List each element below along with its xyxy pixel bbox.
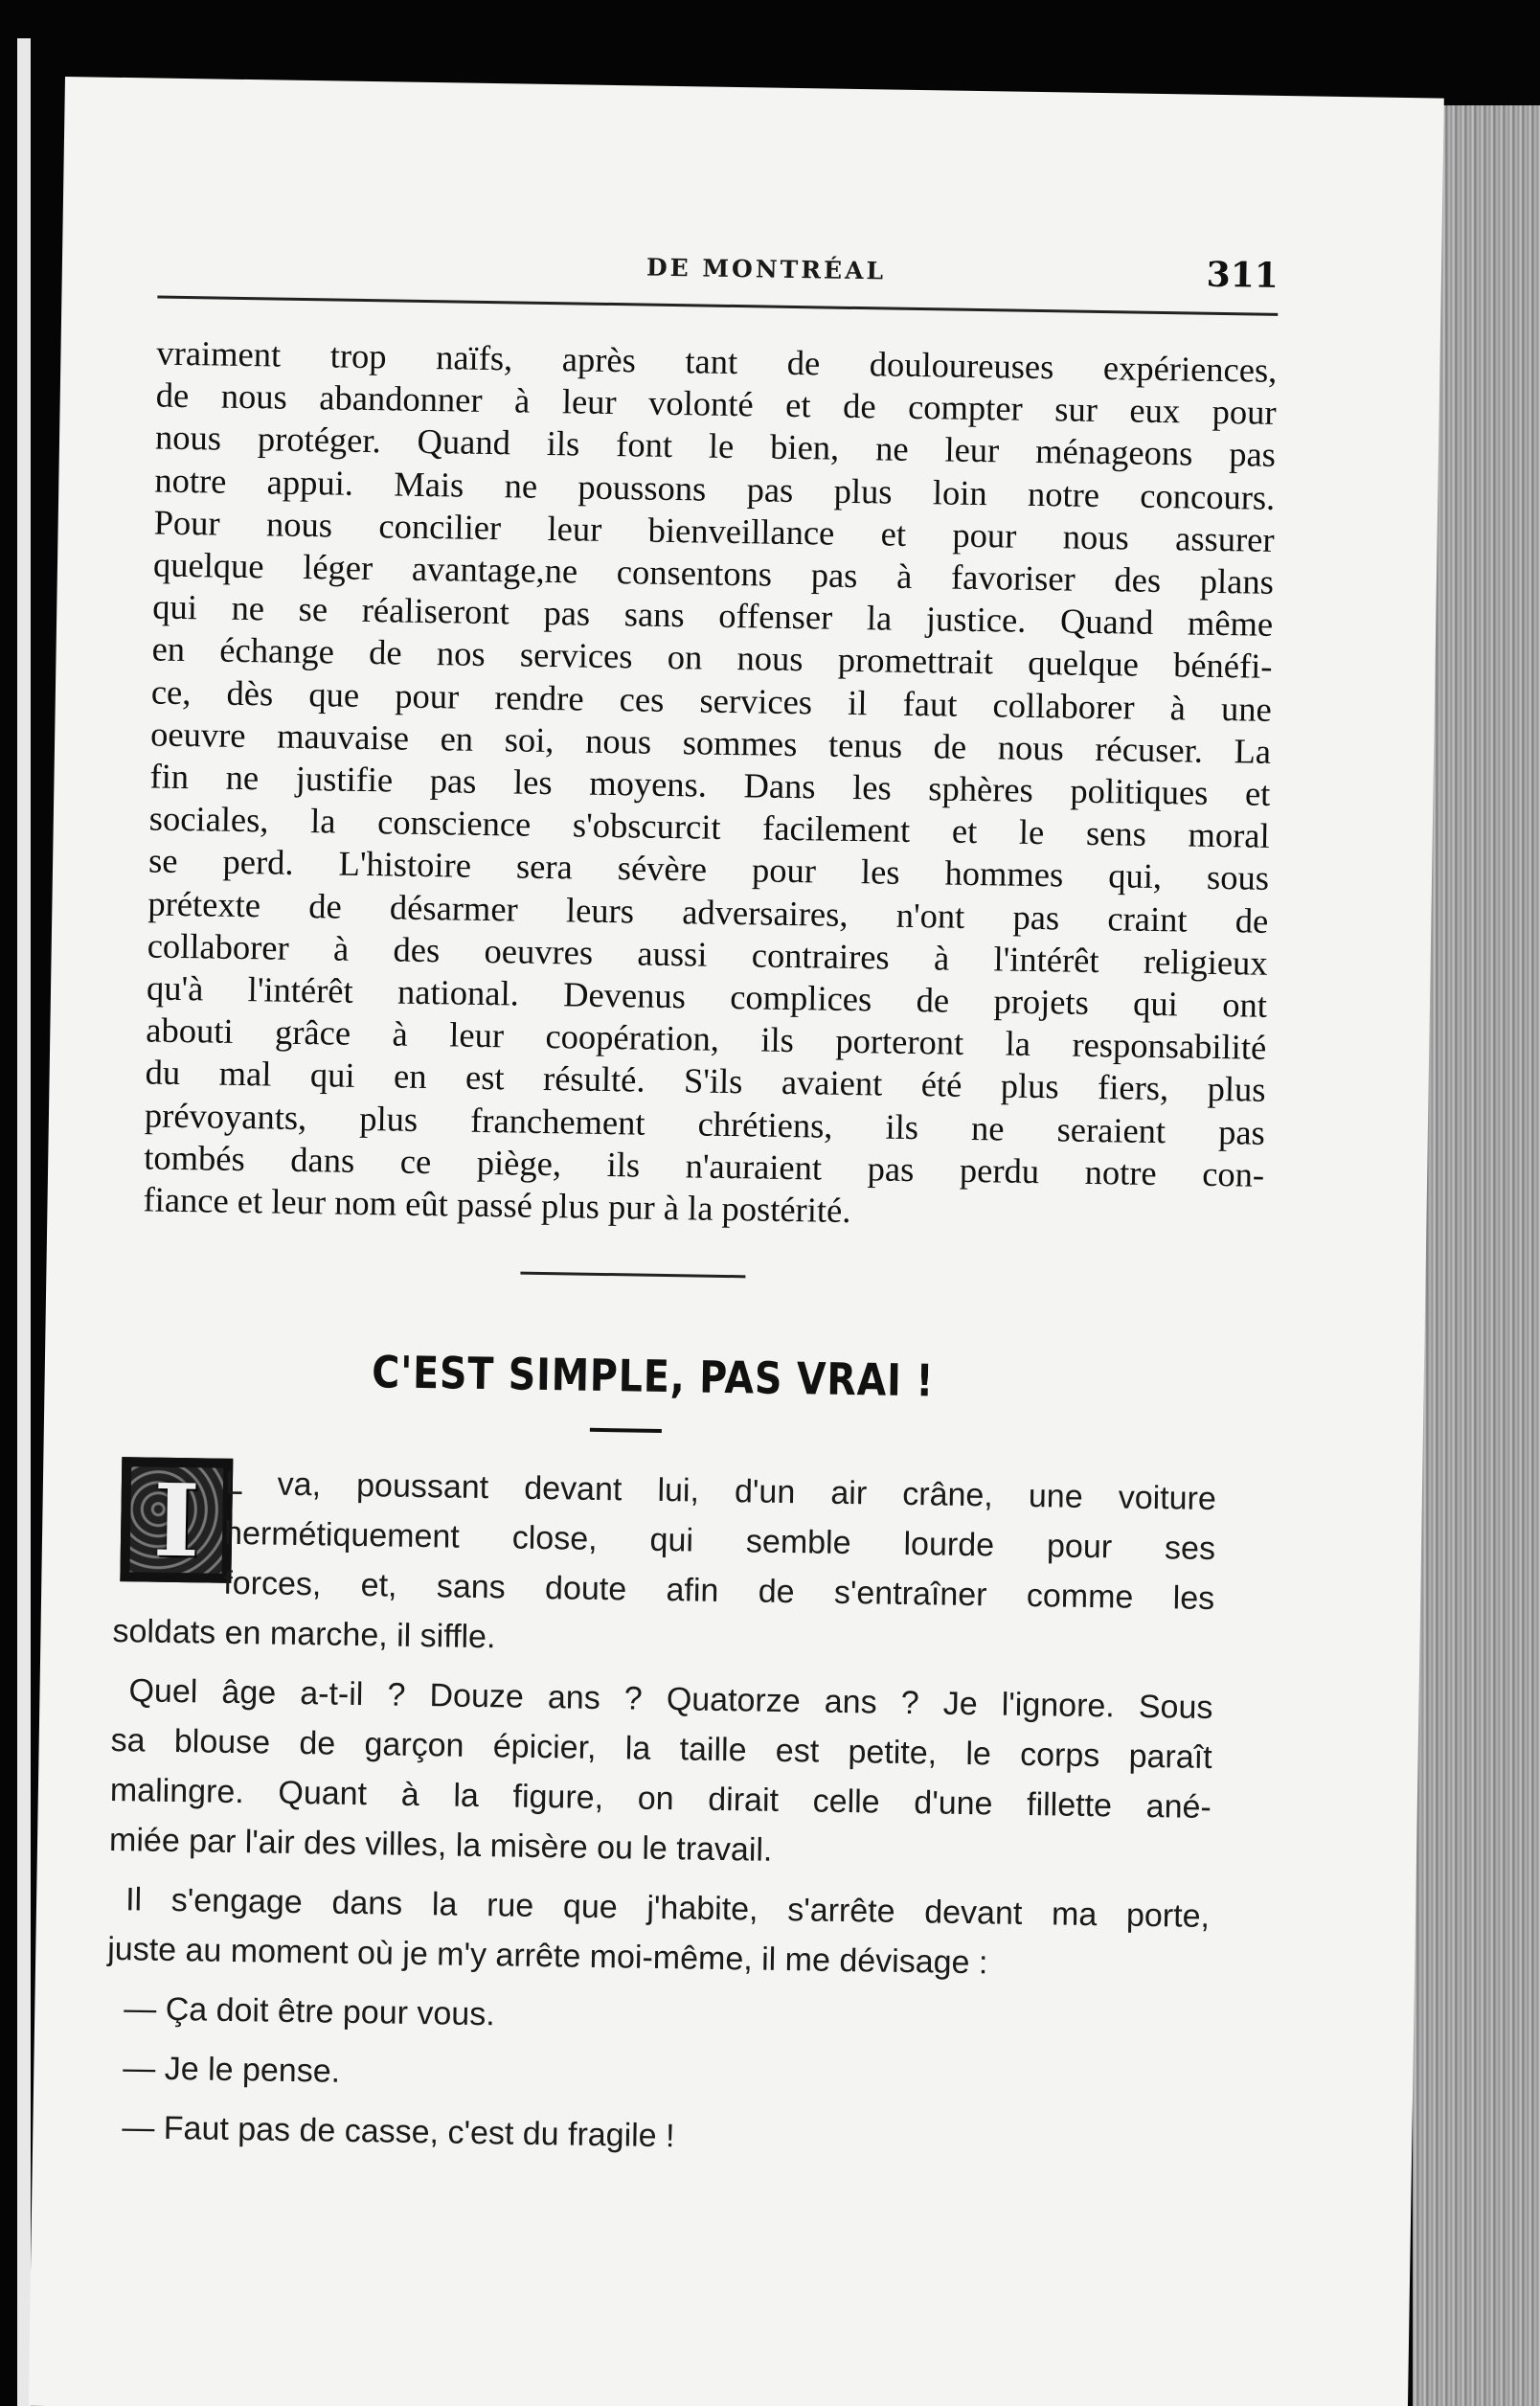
text-line: prétexte de désarmer leurs adversaires, n'ont pas craint de: [147, 883, 1269, 941]
adjacent-page-edge: [17, 38, 31, 2406]
text-line: prévoyants, plus franchement chrétiens, ils ne seraient pas: [144, 1095, 1266, 1152]
text-line: fiance et leur nom eût passé plus pur à la postérité.: [143, 1179, 851, 1231]
page-header: [157, 246, 1279, 321]
text-line: qui ne se réaliseront pas sans offenser la justice. Quand même: [151, 586, 1274, 645]
book-page: [29, 77, 1444, 2406]
text-line: vraiment trop naïfs, après tant de douloureuses expériences,: [156, 332, 1278, 390]
text-line: du mal qui en est résulté. S'ils avaient été plus fiers, plus: [145, 1052, 1266, 1110]
text-line: tombés dans ce piège, ils n'auraient pas perdu notre con-: [143, 1137, 1265, 1194]
article-title: C'EST SIMPLE, PAS VRAI !: [371, 1346, 935, 1407]
text-line: collaborer à des oeuvres aussi contraires à l'intérêt religieux: [147, 925, 1268, 983]
text-line: sociales, la conscience s'obscurcit facilement et le sens moral: [148, 798, 1271, 856]
section-separator: [520, 1272, 745, 1279]
text-line: se perd. L'histoire sera sévère pour les hommes qui, sous: [147, 840, 1270, 898]
text-line: nous protéger. Quand ils font le bien, ne leur ménageons pas: [154, 417, 1277, 475]
text-line: notre appui. Mais ne poussons pas plus loin notre concours.: [154, 460, 1276, 517]
text-line: quelque léger avantage,ne consentons pas à favoriser des plans: [152, 544, 1275, 602]
paragraph-1: [112, 1457, 1216, 1673]
text-line: ce, dès que pour rendre ces services il faut collaborer à une: [150, 671, 1273, 729]
paragraph-line: Quel âge a-t-il ? Douze ans ? Quatorze ans ? Je l'ignore. Sous: [128, 1672, 1213, 1727]
paragraph-line: hermétiquement close, qui semble lourde pour ses: [223, 1514, 1216, 1568]
paragraph-line: miée par l'air des villes, la misère ou le travail.: [108, 1821, 773, 1869]
paragraph-2: [109, 1666, 1213, 1882]
paragraph-line: Il s'engage dans la rue que j'habite, s'arrête devant ma porte,: [125, 1881, 1211, 1936]
paragraph-line: forces, et, sans doute afin de s'entraîner comme les: [223, 1564, 1215, 1618]
dialogue-line: — Ça doit être pour vous.: [124, 1990, 495, 2033]
title-rule: [590, 1428, 662, 1433]
dialogue-line: — Faut pas de casse, c'est du fragile !: [122, 2109, 675, 2155]
text-line: oeuvre mauvaise en soi, nous sommes tenus de nous récuser. La: [149, 714, 1272, 771]
paragraph-line: L va, poussant devant lui, d'un air crâne, une voiture: [224, 1464, 1217, 1518]
running-head: DE MONTRÉAL: [645, 253, 887, 285]
paragraph-line: soldats en marche, il siffle.: [112, 1612, 496, 1656]
header-rule: [157, 296, 1278, 316]
dialogue-line: — Je le pense.: [123, 2050, 341, 2090]
paragraph-line: juste au moment où je m'y arrête moi-même, il me dévisage :: [107, 1930, 988, 1982]
previous-article-text: [143, 332, 1277, 1239]
article-body: [104, 1457, 1216, 2179]
text-line: Pour nous concilier leur bienveillance et pour nous assurer: [153, 502, 1275, 559]
paragraph-line: sa blouse de garçon épicier, la taille est petite, le corps paraît: [110, 1721, 1212, 1777]
text-line: qu'à l'intérêt national. Devenus complices de projets qui ont: [146, 967, 1268, 1025]
page-number: 311: [1206, 254, 1280, 296]
text-line: fin ne justifie pas les moyens. Dans les sphères politiques et: [149, 756, 1271, 813]
paragraph-3: [107, 1874, 1210, 1991]
text-line: de nous abandonner à leur volonté et de compter sur eux pour: [155, 375, 1277, 433]
text-line: abouti grâce à leur coopération, ils porteront la responsabilité: [146, 1010, 1267, 1068]
text-line: en échange de nos services on nous promettrait quelque bénéfi-: [151, 628, 1273, 687]
paragraph-line: malingre. Quant à la figure, on dirait celle d'une fillette ané-: [109, 1771, 1212, 1827]
dropcap-letter: I: [152, 1461, 201, 1579]
